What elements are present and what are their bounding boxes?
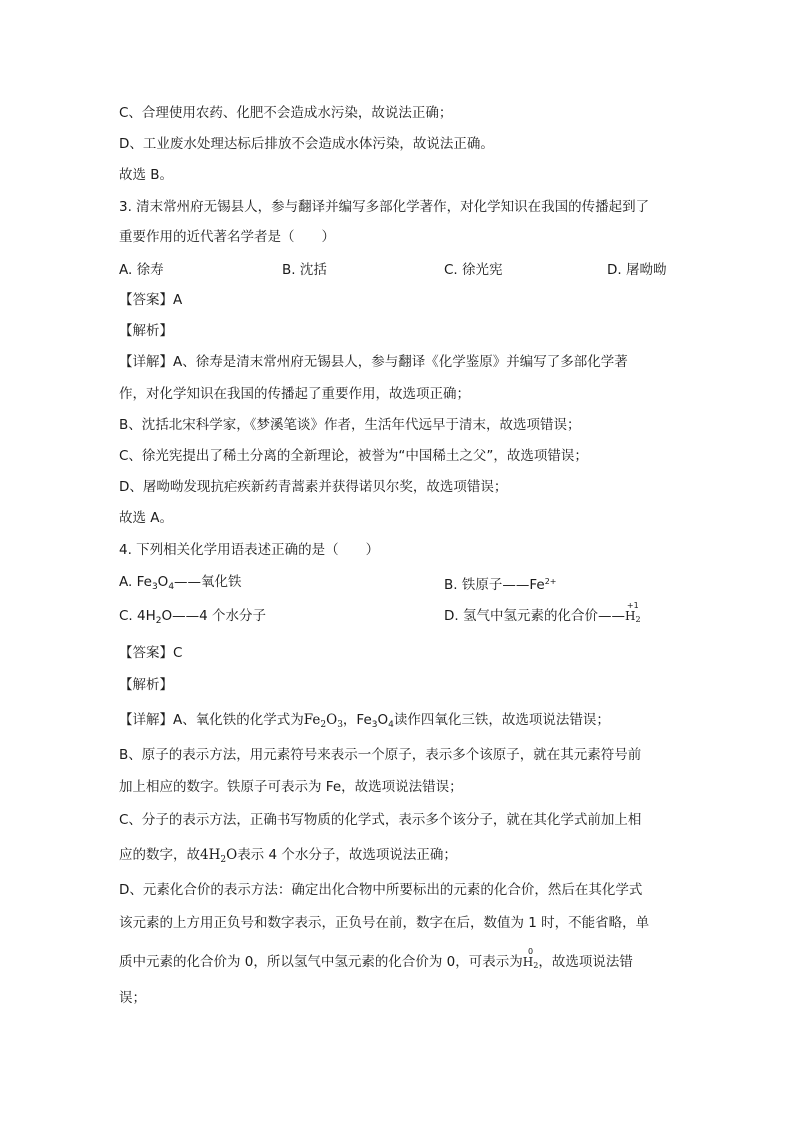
question-4-detail-c: 应的数字，故$4H_2O$表示 4 个水分子，故选项说法正确；: [119, 847, 457, 865]
question-3-stem: 重要作用的近代著名学者是（ ）: [119, 229, 335, 245]
question-4-option-d: D. 氢气中氢元素的化合价—— +1 $H_2$: [444, 601, 641, 624]
question-3-detail: B、沈括北宋科学家，《梦溪笔谈》作者，生活年代远早于清末，故选项错误；: [119, 417, 581, 433]
question-4-analysis-heading: 【解析】: [119, 677, 173, 693]
question-4-detail-b: B、原子的表示方法，用元素符号来表示一个原子，表示多个该原子，就在其元素符号前: [119, 747, 642, 763]
text-line: C、合理使用农药、化肥不会造成水污染，故说法正确；: [119, 105, 453, 121]
question-3-option-d: D. 屠呦呦: [607, 262, 667, 278]
text-line: D、工业废水处理达标后排放不会造成水体污染，故说法正确。: [119, 136, 494, 152]
question-4-option-c: C. $4H_2O——4$ 个水分子: [119, 608, 266, 626]
question-4-detail-b: 加上相应的数字。铁原子可表示为 Fe，故选项说法错误；: [119, 779, 463, 795]
text-line: 故选 B。: [119, 167, 174, 183]
question-3-analysis-heading: 【解析】: [119, 323, 173, 339]
question-3-detail: C、徐光宪提出了稀土分离的全新理论，被誉为“中国稀土之父”，故选项错误；: [119, 448, 588, 464]
question-4-detail-d: D、元素化合价的表示方法：确定出化合物中所要标出的元素的化合价，然后在其化学式: [119, 882, 643, 898]
question-4-detail-c: C、分子的表示方法，正确书写物质的化学式，表示多个该分子，就在其化学式前加上相: [119, 812, 642, 828]
question-4-detail-a: 【详解】A、氧化铁的化学式为$Fe_2O_3$，$Fe_3O_4$读作四氧化三铁，故选项说法错误；: [119, 712, 610, 730]
valence-notation: +1 $H_2$: [624, 601, 641, 624]
question-4-answer: 【答案】C: [119, 645, 183, 661]
question-3-option-b: B. 沈括: [282, 262, 327, 278]
question-4-stem: 4. 下列相关化学用语表述正确的是（ ）: [119, 542, 380, 558]
question-3-detail: 作，对化学知识在我国的传播起了重要作用，故选项正确；: [119, 386, 470, 402]
question-3-option-a: A. 徐寿: [119, 262, 164, 278]
valence-notation: 0 $H_2$: [522, 947, 539, 970]
question-4-option-b: B. 铁原子$——Fe^{2+}$: [444, 577, 557, 593]
question-3-answer: 【答案】A: [119, 292, 183, 308]
question-4-detail-d: 该元素的上方用正负号和数字表示，正负号在前，数字在后，数值为 1 时，不能省略，单: [119, 915, 650, 931]
question-4-option-a: A. $Fe_3O_4——$氧化铁: [119, 574, 242, 592]
question-3-detail: 【详解】A、徐寿是清末常州府无锡县人，参与翻译《化学鉴原》并编写了多部化学著: [119, 354, 628, 370]
question-4-detail-d: 误；: [119, 990, 146, 1006]
question-3-conclusion: 故选 A。: [119, 510, 174, 526]
question-3-stem: 3. 清末常州府无锡县人，参与翻译并编写多部化学著作，对化学知识在我国的传播起到了: [119, 199, 650, 215]
question-3-detail: D、屠呦呦发现抗疟疾新药青蒿素并获得诺贝尔奖，故选项错误；: [119, 479, 508, 495]
question-3-option-c: C. 徐光宪: [444, 262, 503, 278]
question-4-detail-d: 质中元素的化合价为 0，所以氢气中氢元素的化合价为 0，可表示为 0 $H_2$，故选项说法错: [119, 947, 633, 970]
